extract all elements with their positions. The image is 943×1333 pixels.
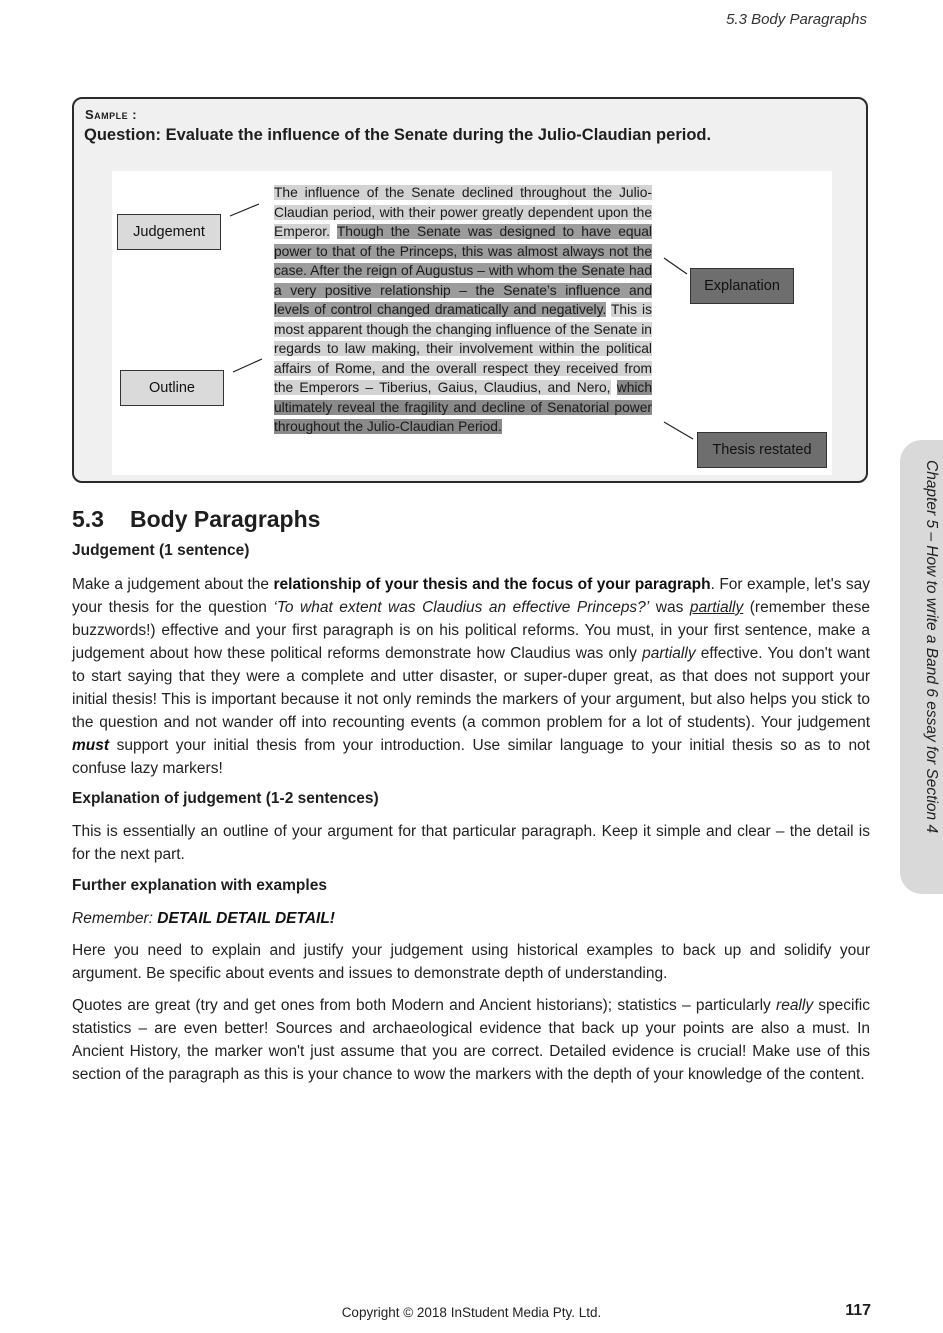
text-run: was [649, 599, 690, 616]
subheading-judgement: Judgement (1 sentence) [72, 542, 250, 559]
thesis-highlight: which ultimately reveal the fragility and decline of Senatorial power throughout the Julio-Claudian Period. [274, 380, 653, 434]
section-heading [72, 506, 320, 533]
judgement-highlight: The influence of the Senate declined throughout the Julio-Claudian period, with their power greatly dependent upon the Emperor. [274, 185, 652, 239]
sample-paragraph [274, 183, 652, 437]
annotated-paragraph-figure [112, 171, 832, 475]
remember-prefix: Remember: [72, 910, 158, 927]
chapter-tab-label: Chapter 5 – How to write a Band 6 essay for Section 4 [923, 460, 940, 834]
paragraph-evidence [72, 994, 870, 1086]
subheading-explanation: Explanation of judgement (1-2 sentences) [72, 790, 379, 807]
text-run: . For example, let's say your thesis for the question [72, 576, 871, 616]
emphasis: really [776, 997, 814, 1014]
paragraph-examples: Here you need to explain and justify your judgement using historical examples to back up and solidify your argument. Be specific about events and issues to demonstrate depth of understanding. [72, 942, 870, 982]
buzzword: partially [642, 645, 696, 662]
text-run: specific statistics – are even better! Sources and archaeological evidence that back up your points are also a must. In Ancient History, the marker won't just assume that you are correct. Detailed evidence is crucial! Make use of this section of the paragraph as this is your chance to wow the markers with the depth of your knowledge of the content. [72, 997, 870, 1083]
outline-label: Outline [120, 370, 224, 406]
thesis-restated-label: Thesis restated [697, 432, 827, 468]
explanation-highlight: Though the Senate was designed to have equal power to that of the Princeps, this was almost always not the case. After the reign of Augustus – with whom the Senate had a very positive relationship – the Senate’s influence and levels of control changed dramatically and negatively. [274, 224, 652, 317]
emphasis: must [72, 737, 110, 754]
section-number: 5.3 [72, 506, 104, 532]
example-question: ‘To what extent was Claudius an effective Princeps?’ [273, 599, 650, 616]
sample-box [72, 97, 868, 483]
text-run: (remember these buzzwords!) effective and your first paragraph is on his political reforms. You must, in your first sentence, make a judgement about how these political reforms demonstrate how Claudius was only [72, 599, 870, 662]
text-run: Make a judgement about the [72, 576, 274, 593]
buzzword: partially [689, 599, 744, 616]
running-head: 5.3 Body Paragraphs [726, 11, 867, 28]
explanation-label: Explanation [690, 268, 794, 304]
sample-question: Question: Evaluate the influence of the Senate during the Julio-Claudian period. [84, 126, 712, 144]
remember-line [72, 907, 870, 930]
judgement-label: Judgement [117, 214, 221, 250]
paragraph-judgement [72, 573, 870, 780]
bold-phrase: relationship of your thesis and the focus of your paragraph [273, 576, 711, 593]
text-run: effective. You don't want to start saying that they were a complete and utter disaster, or super-duper great, as that does not support your initial thesis! This is important because it not only reminds the markers of your argument, but also helps you stick to the question and not wander off into recounting events (a common problem for a lot of students). Your judgement [72, 645, 870, 731]
copyright-footer: Copyright © 2018 InStudent Media Pty. Ltd. [341, 1305, 602, 1320]
sample-label: Sample : [85, 107, 138, 122]
paragraph-explanation: This is essentially an outline of your argument for that particular paragraph. Keep it simple and clear – the detail is for the next part. [72, 823, 870, 863]
section-title: Body Paragraphs [130, 506, 321, 532]
outline-highlight: This is most apparent though the changing influence of the Senate in regards to law making, their involvement within the political affairs of Rome, and the overall respect they received from the Emperors – Tiberius, Gaius, Claudius, and Nero, [274, 302, 652, 395]
text-run: Quotes are great (try and get ones from both Modern and Ancient historians); statistics – particularly [72, 997, 777, 1014]
remember-emphasis: DETAIL DETAIL DETAIL! [157, 910, 335, 927]
page-number: 117 [845, 1302, 871, 1319]
text-run: support your initial thesis from your introduction. Use similar language to your initial thesis so as to not confuse lazy markers! [72, 737, 870, 777]
subheading-further-explanation: Further explanation with examples [72, 877, 327, 894]
